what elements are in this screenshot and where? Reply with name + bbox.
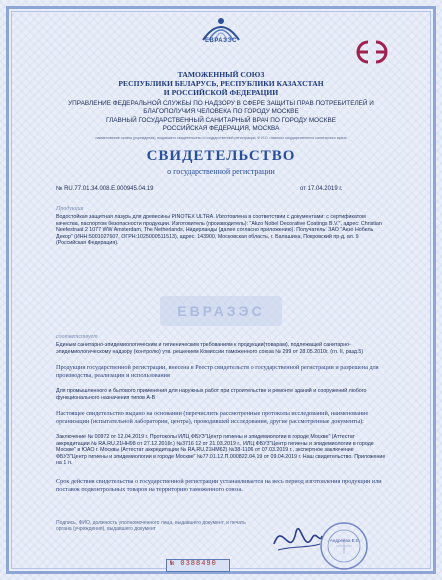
product-text: Водостойкая защитная лазурь для древесины PINOTEX ULTRA. Изготовлена в соответствии с документами: с сертификатом качества, паспортом безопасности продукции. Изготовитель (производитель): "Akzo Nobel Decorative Coatings B.V.", адрес: Christian Neefestraat 2 1077 WW Amsterdam, The Netherlands, Нидерланды (далее согласно приложению). Получатель: ЗАО "Акзо Нобель Декор" (ИНН:5001027607, ОГРН:1025000511513), адрес: 143900, Московская область, г. Балашиха, Покровский пр-д, вл. 9 (Российская Федерация). [56, 214, 382, 247]
requirements-text: Единым санитарно-эпидемиологическим и гигиеническим требованиям к продукции(товарам), подлежащей санитарно-эпидемиологическому надзору (контролю) утв. решением Комиссии таможенного союза № 299 от 28.05.2010г. (гл. II, разд.5) [56, 342, 364, 355]
validity-text: Срок действия свидетельства о государственной регистрации устанавливается на весь период изготовления продукции или поставок подконтрольных товаров на территорию таможенного союза. [56, 478, 382, 493]
eac-mark-icon [354, 38, 390, 66]
certificate-number: № RU.77.01.34.008.E.000945.04.19 [56, 186, 154, 192]
requirements-label: соответствует [56, 334, 98, 340]
basis-text: Настоящее свидетельство выдано на основании (перечислить рассмотренные протоколы исследований, наименование организации (испытательной лаборатории, центра), проводившей исследования, другие рассмотренные документы): [56, 410, 369, 425]
product-label: Продукция [56, 206, 84, 212]
union-heading: ТАМОЖЕННЫЙ СОЮЗ РЕСПУБЛИКИ БЕЛАРУСЬ, РЕСПУБЛИКИ КАЗАХСТАН И РОССИЙСКОЙ ФЕДЕРАЦИИ [118, 70, 324, 97]
use-text: Для промышленного и бытового применения для наружных работ при строительстве и ремонте зданий и сооружений любого функционального назначения типов А-В [56, 388, 367, 401]
basis-docs: Заключение № 00972 от 12.04.2019 г. Протоколы ИЛЦ ФБУЗ"Центр гигиены и эпидемиологии в городе Москве" (Аттестат аккредитации № RA.RU.21НН98 от 27.12.2016г.) №3716 12 от 21.03.2019 г., ИЛЦ ФБУЗ"Центр гигиены и эпидемиологии в городе Москве" в ЮАО г. Москвы (Аттестат аккредитации № RA.RU.21НМ62) №38-1106 от 07.03.2019 г., экспертное заключение ФБУЗ"Центр гигиены и эпидемиологии в городе Москве" №77.01.12.П.000822.04.19 от 09.04.2019 г. Наш свидетельство. Приложение на 1 л. [56, 434, 386, 467]
authority-heading: УПРАВЛЕНИЕ ФЕДЕРАЛЬНОЙ СЛУЖБЫ ПО НАДЗОРУ В СФЕРЕ ЗАЩИТЫ ПРАВ ПОТРЕБИТЕЛЕЙ И БЛАГОПОЛУЧИЯ ЧЕЛОВЕКА ПО ГОРОДУ МОСКВЕ ГЛАВНЫЙ ГОСУДАРСТВЕННЫЙ САНИТАРНЫЙ ВРАЧ ПО ГОРОДУ МОСКВЕ РОССИЙСКАЯ ФЕДЕРАЦИЯ, МОСКВА [68, 100, 374, 133]
serial-number: № 0388490 [170, 560, 217, 568]
document-title: СВИДЕТЕЛЬСТВО [146, 148, 296, 164]
document-subtitle: о государственной регистрации [167, 167, 275, 176]
stamp-label: Андреева Е.Е. [329, 538, 361, 543]
logo-text: ЕВРАЗЭС [204, 38, 237, 44]
eurasec-watermark: ЕВРАЗЭС [160, 296, 282, 326]
official-stamp [318, 520, 370, 572]
signatory-caption: Подпись, ФИО, должность уполномоченного лица, выдавшего документ, и печать органа (учреждения), выдавшего документ [56, 520, 246, 533]
authority-fine-print: наименование органа (учреждения), выдавшего свидетельство о государственной регистрации, Ф.И.О. главного государственного санитарного врача [95, 136, 347, 140]
certificate-date: от 17.04.2019 г. [300, 186, 343, 192]
registration-text: Продукция государственной регистрации, внесена в Реестр свидетельств о государственной регистрации и разрешена для производства, реализации и использования [56, 364, 379, 379]
